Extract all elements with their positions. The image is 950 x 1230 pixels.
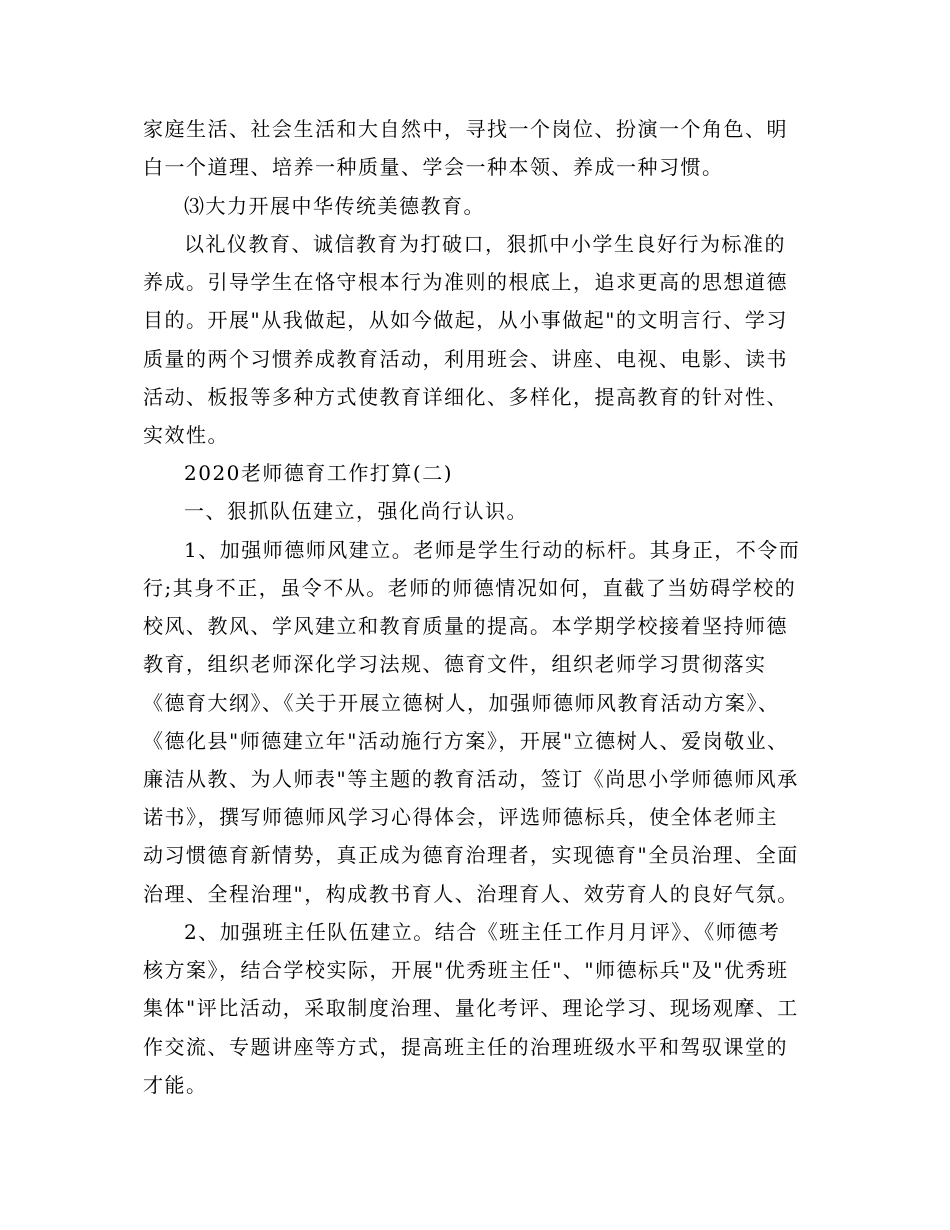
text-line: 质量的两个习惯养成教育活动，利用班会、讲座、电视、电影、读书 [143, 347, 788, 371]
text-line: 治理、全程治理"，构成教书育人、治理育人、效劳育人的良好气氛。 [143, 882, 799, 906]
text-line: 以礼仪教育、诚信教育为打破口，狠抓中小学生良好行为标准的 [184, 232, 786, 256]
text-line: 养成。引导学生在恪守根本行为准则的根底上，追求更高的思想道德 [143, 270, 788, 294]
text-line: 动习惯德育新情势，真正成为德育治理者，实现德育"全员治理、全面 [143, 843, 799, 867]
text-line: 教育，组织老师深化学习法规、德育文件，组织老师学习贯彻落实 [143, 652, 767, 676]
text-line: 作交流、专题讲座等方式，提高班主任的治理班级水平和驾驭课堂的 [143, 1035, 788, 1059]
text-line: 《德化县"师德建立年"活动施行方案》，开展"立德树人、爱岗敬业、 [143, 729, 789, 753]
section-heading: ⑶大力开展中华传统美德教育。 [184, 194, 485, 218]
text-line: 目的。开展"从我做起，从如今做起，从小事做起"的文明言行、学习 [143, 308, 788, 332]
text-line: 活动、板报等多种方式使教育详细化、多样化，提高教育的针对性、 [143, 385, 788, 409]
text-line: 实效性。 [143, 423, 229, 447]
text-line: 行;其身不正，虽令不从。老师的师德情况如何，直截了当妨碍学校的 [143, 576, 797, 600]
text-line: 集体"评比活动，采取制度治理、量化考评、理论学习、现场观摩、工 [143, 996, 799, 1020]
document-title: 2020老师德育工作打算(二) [184, 461, 454, 485]
text-line: 诺书》，撰写师德师风学习心得体会，评选师德标兵，使全体老师主 [143, 805, 778, 829]
text-line: 白一个道理、培养一种质量、学会一种本领、养成一种习惯。 [143, 155, 724, 179]
text-line: 才能。 [143, 1073, 208, 1097]
text-line: 1、加强师德师风建立。老师是学生行动的标杆。其身正，不令而 [184, 538, 801, 562]
section-heading: 一、狠抓队伍建立，强化尚行认识。 [184, 499, 528, 523]
text-line: 核方案》，结合学校实际，开展"优秀班主任"、"师德标兵"及"优秀班 [143, 958, 789, 982]
text-line: 2、加强班主任队伍建立。结合《班主任工作月月评》、《师德考 [184, 920, 781, 944]
text-line: 校风、教风、学风建立和教育质量的提高。本学期学校接着坚持师德 [143, 614, 788, 638]
text-line: 《德育大纲》、《关于开展立德树人，加强师德师风教育活动方案》、 [143, 691, 780, 715]
text-line: 家庭生活、社会生活和大自然中，寻找一个岗位、扮演一个角色、明 [143, 117, 788, 141]
text-line: 廉洁从教、为人师表"等主题的教育活动，签订《尚思小学师德师风承 [143, 767, 799, 791]
